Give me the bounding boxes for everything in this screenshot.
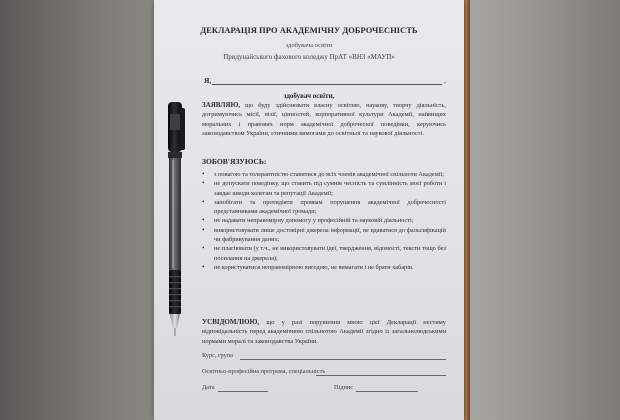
program-label: Освітньо-професійна програма, спеціальність: [202, 368, 326, 375]
declare-text: що буду здійснювати власну освітню, наукову, творчу діяльність, дотримуючись місії, візії, цінностей, корпоративної культури Академії, найвищих моральних і правових норм академічної доброчесної поведінки, керуючись законодавством України, етичними вимогами до освітньої та наукової діяльності.: [202, 102, 446, 137]
date-label: Дата: [202, 384, 215, 391]
commitment-text: запобігати та протидіяти проявам порушення академічної доброчесності представниками академічної громади;: [214, 198, 446, 216]
list-item: [202, 263, 446, 272]
commitments-list: [202, 170, 446, 272]
ballpoint-pen-icon: [160, 100, 192, 340]
commitment-text: не надавати неправомірну допомогу у професійній та науковій діяльності;: [214, 217, 414, 225]
background-right: [462, 0, 620, 420]
list-item: [202, 244, 446, 263]
name-prefix: Я,: [204, 76, 212, 85]
date-line: [218, 391, 268, 392]
bullet-icon: •: [202, 170, 205, 178]
signature-label: Підпис: [334, 384, 354, 391]
document-subtitle-role: здобувача освіти: [285, 42, 333, 49]
document-title: ДЕКЛАРАЦІЯ ПРО АКАДЕМІЧНУ ДОБРОЧЕСНІСТЬ: [200, 26, 418, 35]
commitments-heading: ЗОБОВ'ЯЗУЮСЬ:: [202, 157, 267, 166]
program-line: [316, 375, 446, 376]
course-group-label: Курс, група: [202, 352, 233, 359]
bullet-icon: •: [202, 244, 205, 253]
declare-lead: ЗАЯВЛЯЮ,: [202, 101, 241, 109]
aware-text: що у разі порушення мною цієї Декларації нестиму відповідальність перед академічною спільнотою Академії згідно із загальнолюдськими нормами моралі та законодавства України.: [202, 319, 446, 345]
name-blank-line: [212, 84, 442, 85]
declare-paragraph: [202, 101, 446, 138]
document-subtitle-institution: Придунайського фахового коледжу ПрАТ «ВНЗ «МАУП»: [223, 53, 395, 61]
commitment-text: не плагіювати (у т.ч., не використовувати ідеї, твердження, відомості, тексти тощо без посилання на джерела);: [214, 245, 446, 262]
commitment-text: з повагою та толерантністю ставитися до всіх членів академічної спільноти Академії;: [214, 171, 444, 178]
commitment-text: не користуватися неправомірною вигодою, не вимагати і не брати хабарів.: [214, 263, 414, 271]
bullet-icon: •: [202, 197, 205, 206]
name-caption: здобувач освіти,: [283, 92, 335, 100]
bullet-icon: •: [202, 262, 205, 271]
name-suffix: ,: [444, 76, 446, 85]
list-item: [202, 170, 446, 179]
aware-lead: УСВІДОМЛЮЮ,: [202, 318, 260, 326]
document-body: [154, 0, 464, 420]
course-group-line: [240, 359, 446, 360]
commitment-text: використовувати лише достовірні джерела інформації, не вдаватися до фальсифікацій чи фабрикування даних;: [214, 226, 446, 244]
bullet-icon: •: [202, 225, 205, 234]
commitment-text: не допускати поведінку, що ставить під сумнів чесність та сумлінність моєї роботи і завдає шкоди колегам та репутації Академії;: [214, 180, 446, 197]
bullet-icon: •: [202, 216, 205, 225]
aware-paragraph: [202, 318, 446, 346]
list-item: [202, 179, 446, 198]
signature-line: [356, 391, 418, 392]
list-item: [202, 216, 446, 225]
declaration-sheet: [154, 0, 464, 420]
bullet-icon: •: [202, 179, 205, 188]
list-item: [202, 226, 446, 245]
list-item: [202, 198, 446, 217]
background-left: [0, 0, 156, 420]
